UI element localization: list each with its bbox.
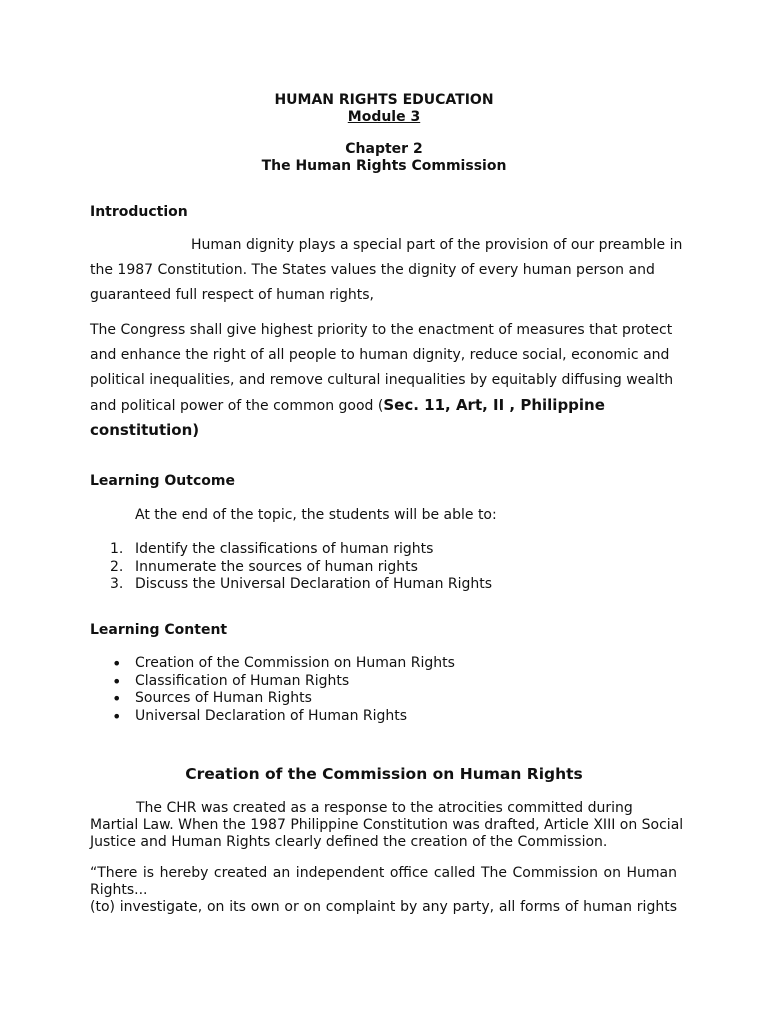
list-item-text: Innumerate the sources of human rights <box>135 558 418 575</box>
document-title: HUMAN RIGHTS EDUCATION <box>274 92 494 108</box>
creation-paragraph-2 <box>90 865 677 916</box>
learning-content-heading: Learning Content <box>90 622 228 638</box>
bullet-icon: • <box>112 706 122 726</box>
list-item <box>90 690 455 708</box>
paragraph-line: “There is hereby created an independent office called The Commission on Human <box>90 865 677 881</box>
paragraph-line: Rights... <box>90 882 148 898</box>
module-label: Module 3 <box>347 109 421 125</box>
citation-text: constitution) <box>90 421 200 439</box>
introduction-heading: Introduction <box>90 204 188 220</box>
paragraph-line: Human dignity plays a special part of the provision of our preamble in <box>191 237 683 253</box>
paragraph-line: The Congress shall give highest priority to the enactment of measures that protect <box>90 322 673 338</box>
learning-content-list <box>90 655 455 725</box>
list-item-text: Creation of the Commission on Human Rights <box>135 655 455 671</box>
bullet-icon: • <box>112 671 122 691</box>
list-number: 3. <box>110 576 124 593</box>
paragraph-line: (to) investigate, on its own or on complaint by any party, all forms of human rights <box>90 899 677 915</box>
learning-outcome-lead: At the end of the topic, the students will be able to: <box>135 507 497 523</box>
paragraph-line: Martial Law. When the 1987 Philippine Constitution was drafted, Article XIII on Social <box>90 817 684 833</box>
bullet-icon: • <box>112 689 122 709</box>
paragraph-line: guaranteed full respect of human rights, <box>90 287 374 303</box>
list-item <box>90 673 455 691</box>
list-item-text: Universal Declaration of Human Rights <box>135 707 408 724</box>
chapter-label: Chapter 2 <box>345 141 423 157</box>
list-number: 1. <box>110 541 124 557</box>
list-item <box>90 541 492 559</box>
paragraph-line <box>90 393 677 418</box>
list-item-text: Discuss the Universal Declaration of Human Rights <box>135 576 493 593</box>
list-item-text: Identify the classifications of human rights <box>135 541 434 557</box>
list-item <box>90 655 455 673</box>
introduction-paragraph-1 <box>90 233 683 308</box>
bullet-icon: • <box>112 654 122 673</box>
paragraph-line: The CHR was created as a response to the atrocities committed during <box>136 800 633 816</box>
paragraph-line: the 1987 Constitution. The States values the dignity of every human person and <box>90 262 655 278</box>
list-item <box>90 576 492 594</box>
citation-text: Sec. 11, Art, II , Philippine <box>383 396 605 414</box>
paragraph-text: and political power of the common good ( <box>90 398 384 414</box>
list-item <box>90 708 455 726</box>
creation-paragraph-1 <box>90 800 684 851</box>
paragraph-line: Justice and Human Rights clearly defined the creation of the Commission. <box>90 834 608 850</box>
list-item <box>90 559 492 577</box>
learning-outcome-heading: Learning Outcome <box>90 473 235 489</box>
learning-outcome-list <box>90 541 492 594</box>
list-item-text: Sources of Human Rights <box>135 690 312 707</box>
list-item-text: Classification of Human Rights <box>135 672 350 689</box>
paragraph-line: political inequalities, and remove cultural inequalities by equitably diffusing wealth <box>90 372 674 388</box>
introduction-paragraph-2 <box>90 318 677 443</box>
list-number: 2. <box>110 558 124 575</box>
chapter-title: The Human Rights Commission <box>261 158 507 174</box>
section-heading: Creation of the Commission on Human Rights <box>185 765 583 783</box>
paragraph-line: and enhance the right of all people to human dignity, reduce social, economic and <box>90 347 670 363</box>
